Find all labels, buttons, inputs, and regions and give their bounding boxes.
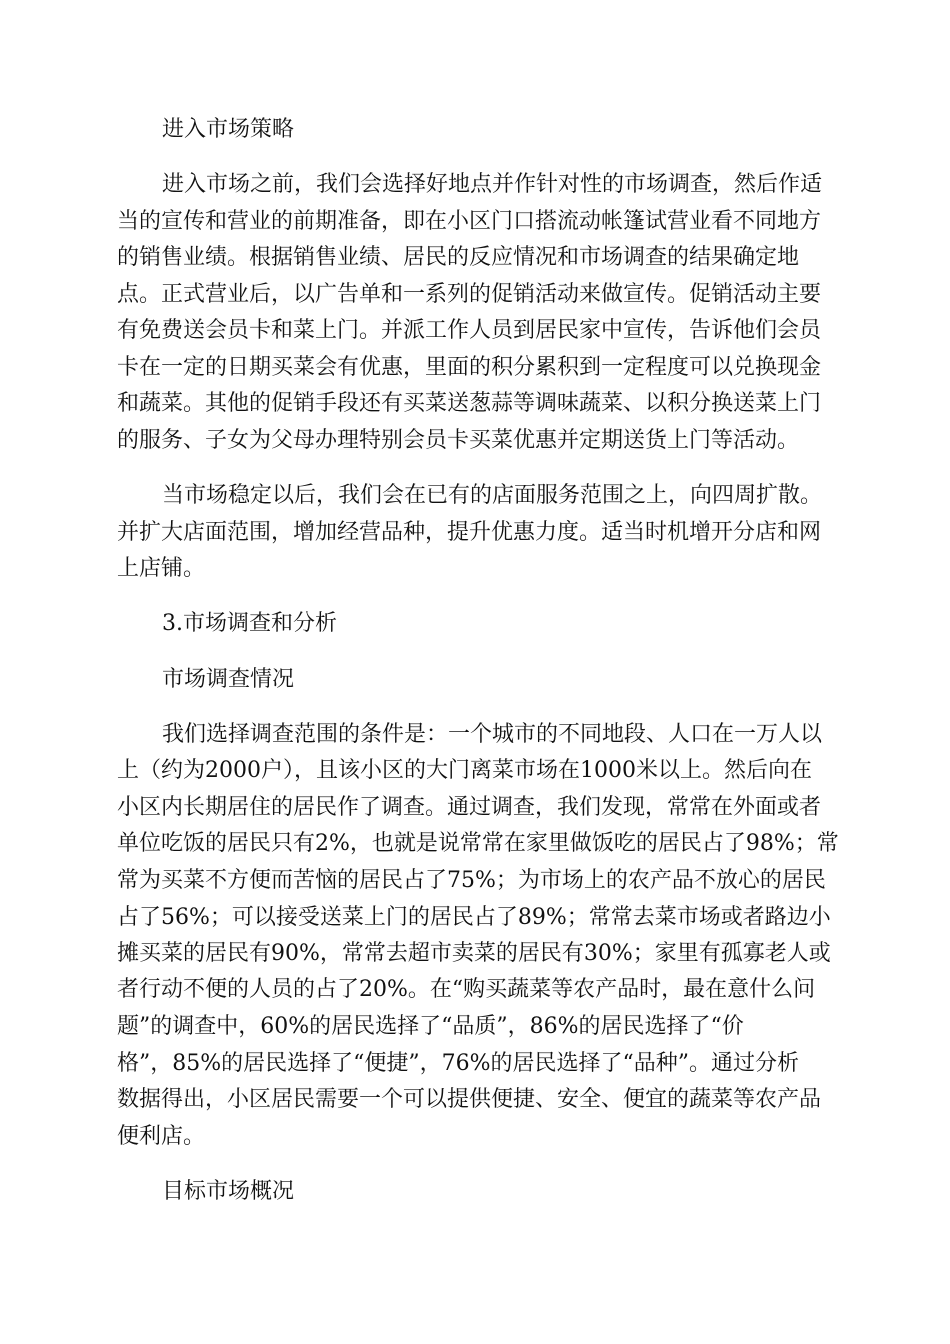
heading-target-market: 目标市场概况 (162, 1179, 295, 1204)
paragraph-line: 我们选择调查范围的条件是：一个城市的不同地段、人口在一万人以 (162, 722, 823, 747)
paragraph-line: 有免费送会员卡和菜上门。并派工作人员到居民家中宣传，告诉他们会员 (117, 318, 822, 343)
paragraph-line: 便利店。 (117, 1124, 206, 1149)
paragraph-line: 数据得出，小区居民需要一个可以提供便捷、安全、便宜的蔬菜等农产品 (117, 1087, 822, 1112)
paragraph-line: 当的宣传和营业的前期准备，即在小区门口搭流动帐篷试营业看不同地方 (117, 209, 822, 234)
paragraph-line: 格”，85%的居民选择了“便捷”，76%的居民选择了“品种”。通过分析 (117, 1051, 800, 1076)
paragraph-line: 常为买菜不方便而苦恼的居民占了75%；为市场上的农产品不放心的居民 (117, 868, 826, 893)
paragraph-line: 当市场稳定以后，我们会在已有的店面服务范围之上，向四周扩散。 (162, 483, 823, 508)
paragraph-line: 题”的调查中，60%的居民选择了“品质”，86%的居民选择了“价 (117, 1014, 744, 1039)
paragraph-line: 的服务、子女为父母办理特别会员卡买菜优惠并定期送货上门等活动。 (117, 428, 800, 453)
heading-survey-situation: 市场调查情况 (162, 667, 295, 692)
paragraph-line: 进入市场之前，我们会选择好地点并作针对性的市场调查，然后作适 (162, 172, 823, 197)
paragraph-line: 和蔬菜。其他的促销手段还有买菜送葱蒜等调味蔬菜、以积分换送菜上门 (117, 391, 822, 416)
paragraph-line: 摊买菜的居民有90%，常常去超市卖菜的居民有30%；家里有孤寡老人或 (117, 941, 831, 966)
paragraph-line: 单位吃饭的居民只有2%，也就是说常常在家里做饭吃的居民占了98%；常 (117, 831, 839, 856)
heading-market-entry-strategy: 进入市场策略 (162, 117, 295, 142)
paragraph-line: 的销售业绩。根据销售业绩、居民的反应情况和市场调查的结果确定地 (117, 245, 800, 270)
paragraph-line: 小区内长期居住的居民作了调查。通过调查，我们发现，常常在外面或者 (117, 795, 822, 820)
paragraph-line: 占了56%；可以接受送菜上门的居民占了89%；常常去菜市场或者路边小 (117, 905, 831, 930)
paragraph-line: 卡在一定的日期买菜会有优惠，里面的积分累积到一定程度可以兑换现金 (117, 355, 822, 380)
paragraph-line: 上店铺。 (117, 556, 206, 581)
heading-section-3: 3.市场调查和分析 (162, 611, 337, 636)
paragraph-line: 者行动不便的人员的占了20%。在“购买蔬菜等农产品时，最在意什么问 (117, 977, 816, 1002)
paragraph-line: 上（约为2000户），且该小区的大门离菜市场在1000米以上。然后向在 (117, 758, 812, 783)
paragraph-line: 并扩大店面范围，增加经营品种，提升优惠力度。适当时机增开分店和网 (117, 520, 822, 545)
paragraph-line: 点。正式营业后，以广告单和一系列的促销活动来做宣传。促销活动主要 (117, 282, 822, 307)
